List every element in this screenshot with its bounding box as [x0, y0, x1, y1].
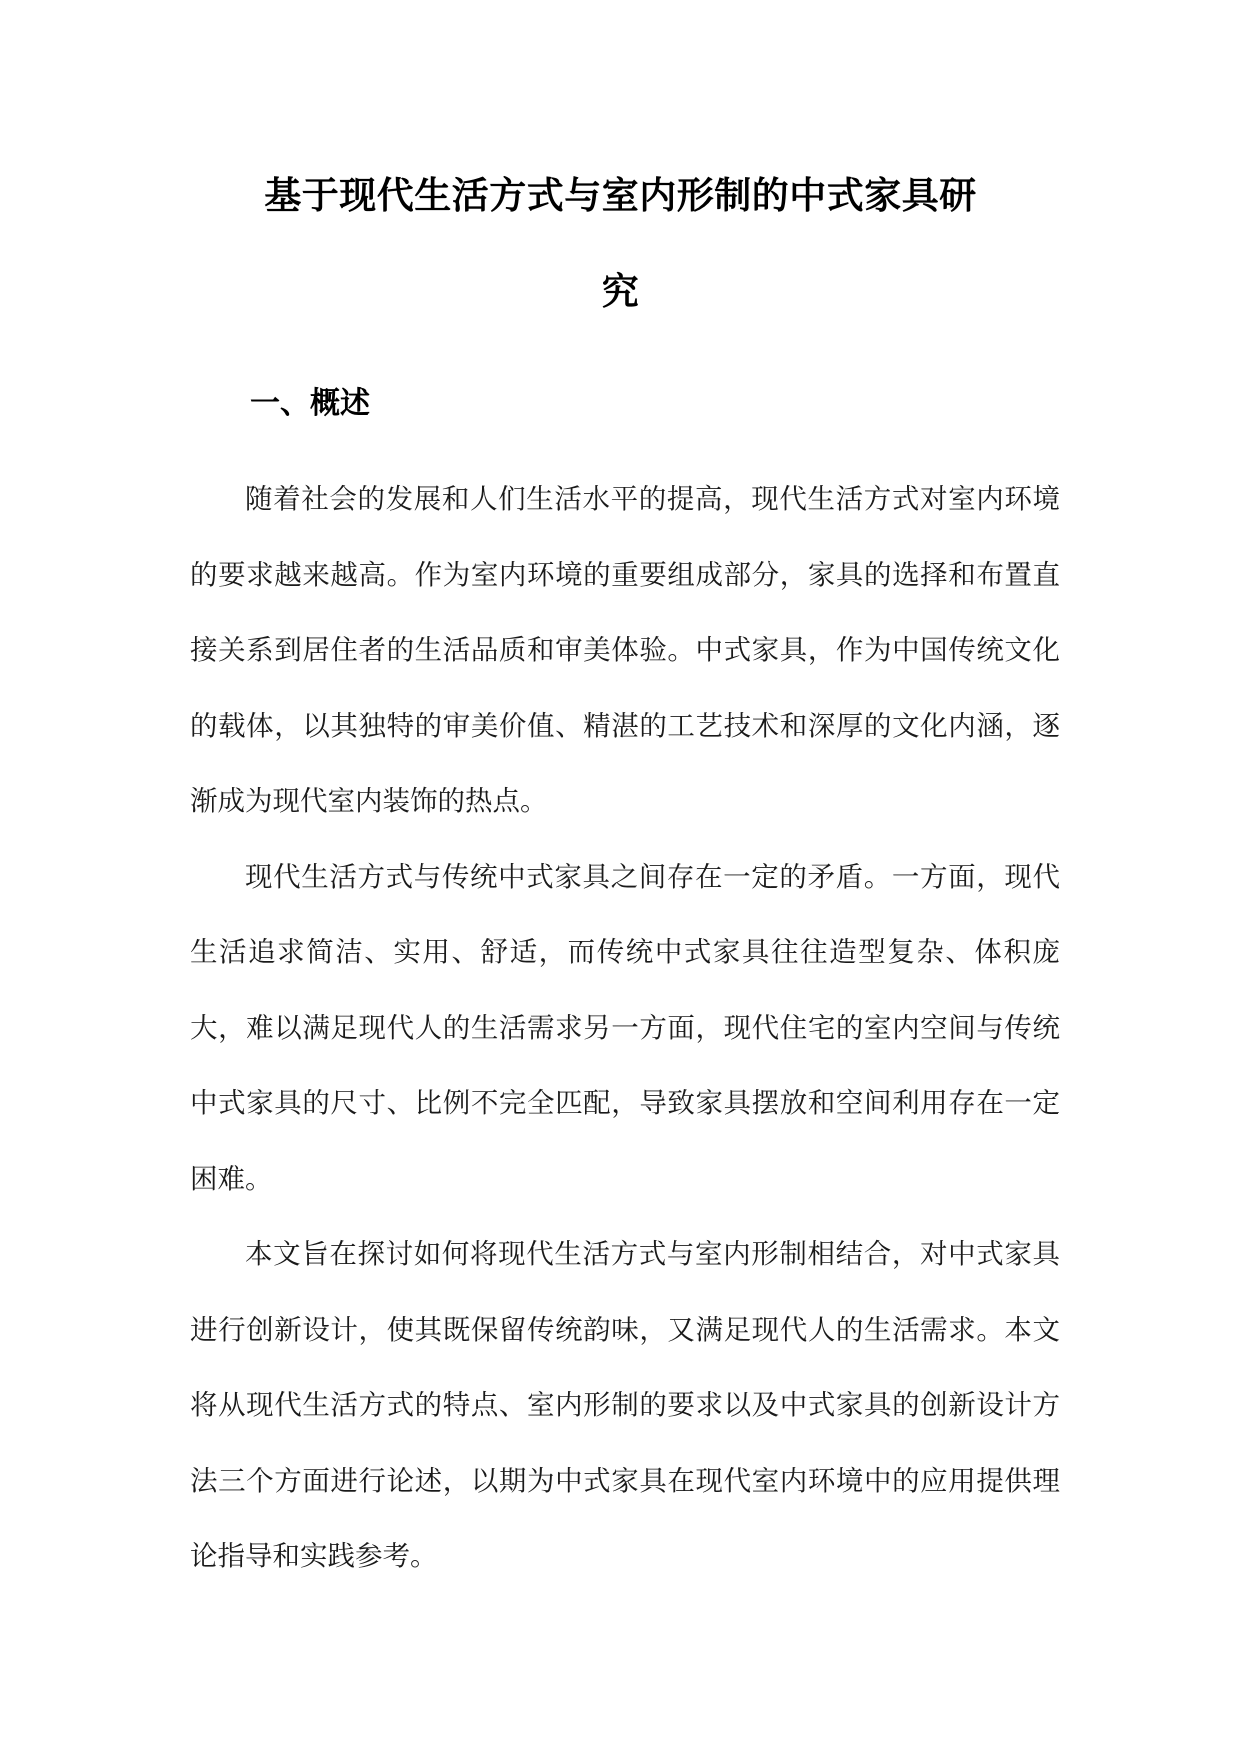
title-line-2: 究	[601, 270, 640, 313]
paragraph-1: 随着社会的发展和人们生活水平的提高，现代生活方式对室内环境的要求越来越高。作为室内环境的重要组成部分，家具的选择和布置直接关系到居住者的生活品质和审美体验。中式家具，作为中国传统文化的载体，以其独特的审美价值、精湛的工艺技术和深厚的文化内涵，逐渐成为现代室内装饰的热点。	[190, 483, 1060, 817]
title-line-1: 基于现代生活方式与室内形制的中式家具研	[264, 174, 977, 217]
document-body	[190, 462, 1060, 1595]
section-heading-overview: 一、概述	[250, 386, 370, 421]
paragraph-2: 现代生活方式与传统中式家具之间存在一定的矛盾。一方面，现代生活追求简洁、实用、舒适，而传统中式家具往往造型复杂、体积庞大，难以满足现代人的生活需求另一方面，现代住宅的室内空间与传统中式家具的尺寸、比例不完全匹配，导致家具摆放和空间利用存在一定困难。	[190, 860, 1060, 1195]
document-title	[0, 148, 1241, 340]
paragraph-3: 本文旨在探讨如何将现代生活方式与室内形制相结合，对中式家具进行创新设计，使其既保留传统韵味，又满足现代人的生活需求。本文将从现代生活方式的特点、室内形制的要求以及中式家具的创新设计方法三个方面进行论述，以期为中式家具在现代室内环境中的应用提供理论指导和实践参考。	[190, 1238, 1060, 1572]
